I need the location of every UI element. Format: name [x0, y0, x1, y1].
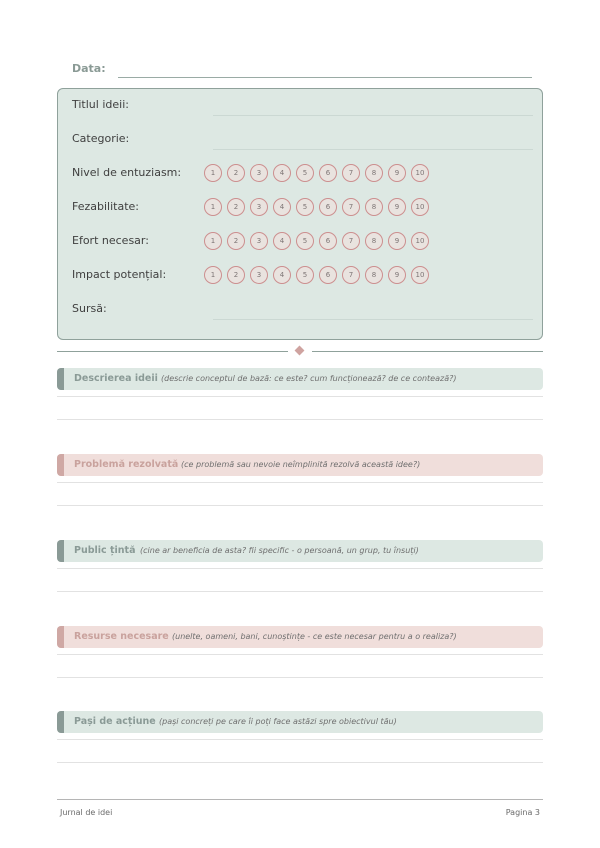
- rating-circle[interactable]: 10: [411, 164, 429, 182]
- writing-line[interactable]: [57, 591, 543, 592]
- writing-line[interactable]: [57, 654, 543, 655]
- rating-circle[interactable]: 5: [296, 198, 314, 216]
- source-label: Sursă:: [72, 302, 107, 315]
- divider-line-left: [57, 351, 288, 352]
- date-input-line[interactable]: [118, 77, 532, 78]
- section-header-action-steps: [57, 711, 543, 733]
- rating-circle[interactable]: 2: [227, 266, 245, 284]
- section-hint: (descrie conceptul de bază: ce este? cum funcționează? de ce contează?): [161, 374, 457, 383]
- effort-label: Efort necesar:: [72, 234, 149, 247]
- rating-circle[interactable]: 2: [227, 198, 245, 216]
- section-hint: (pași concreți pe care îi poți face astăzi spre obiectivul tău): [159, 717, 397, 726]
- rating-circle[interactable]: 2: [227, 232, 245, 250]
- rating-circle[interactable]: 1: [204, 198, 222, 216]
- rating-circle[interactable]: 9: [388, 232, 406, 250]
- feasibility-label: Fezabilitate:: [72, 200, 139, 213]
- section-header-audience: [57, 540, 543, 562]
- section-title: Pași de acțiune: [74, 716, 156, 727]
- category-label: Categorie:: [72, 132, 130, 145]
- rating-circle[interactable]: 6: [319, 164, 337, 182]
- section-title: Public țintă: [74, 545, 136, 556]
- rating-circle[interactable]: 9: [388, 198, 406, 216]
- writing-line[interactable]: [57, 677, 543, 678]
- section-header-description: [57, 368, 543, 390]
- section-title: Descrierea ideii: [74, 373, 158, 384]
- rating-circle[interactable]: 2: [227, 164, 245, 182]
- enthusiasm-label: Nivel de entuziasm:: [72, 166, 182, 179]
- rating-circle[interactable]: 4: [273, 164, 291, 182]
- rating-circle[interactable]: 9: [388, 266, 406, 284]
- section-hint: (cine ar beneficia de asta? fii specific - o persoană, un grup, tu însuți): [140, 546, 419, 555]
- rating-circle[interactable]: 1: [204, 266, 222, 284]
- category-input-line[interactable]: [213, 149, 533, 150]
- section-accent-bar: [57, 626, 64, 648]
- rating-circle[interactable]: 4: [273, 266, 291, 284]
- date-label: Data:: [72, 62, 106, 75]
- section-accent-bar: [57, 540, 64, 562]
- idea-title-input-line[interactable]: [213, 115, 533, 116]
- writing-line[interactable]: [57, 762, 543, 763]
- writing-line[interactable]: [57, 505, 543, 506]
- impact-rating: [204, 266, 429, 284]
- rating-circle[interactable]: 3: [250, 164, 268, 182]
- idea-title-label: Titlul ideii:: [72, 98, 129, 111]
- rating-circle[interactable]: 8: [365, 266, 383, 284]
- rating-circle[interactable]: 7: [342, 232, 360, 250]
- section-hint: (unelte, oameni, bani, cunoștințe - ce este necesar pentru a o realiza?): [172, 632, 457, 641]
- section-title: Problemă rezolvată: [74, 459, 179, 470]
- section-header-resources: [57, 626, 543, 648]
- rating-circle[interactable]: 7: [342, 198, 360, 216]
- source-input-line[interactable]: [213, 319, 533, 320]
- rating-circle[interactable]: 6: [319, 198, 337, 216]
- footer-divider: [57, 799, 543, 800]
- idea-card: [57, 88, 543, 340]
- section-title: Resurse necesare: [74, 631, 169, 642]
- enthusiasm-rating: [204, 164, 429, 182]
- page-number: Pagina 3: [505, 808, 540, 817]
- rating-circle[interactable]: 8: [365, 232, 383, 250]
- rating-circle[interactable]: 5: [296, 164, 314, 182]
- rating-circle[interactable]: 3: [250, 266, 268, 284]
- section-accent-bar: [57, 368, 64, 390]
- rating-circle[interactable]: 10: [411, 266, 429, 284]
- section-hint: (ce problemă sau nevoie neîmplinită rezolvă această idee?): [181, 460, 421, 469]
- rating-circle[interactable]: 1: [204, 232, 222, 250]
- rating-circle[interactable]: 5: [296, 232, 314, 250]
- rating-circle[interactable]: 6: [319, 266, 337, 284]
- rating-circle[interactable]: 1: [204, 164, 222, 182]
- writing-line[interactable]: [57, 396, 543, 397]
- section-header-problem: [57, 454, 543, 476]
- writing-line[interactable]: [57, 568, 543, 569]
- rating-circle[interactable]: 3: [250, 198, 268, 216]
- writing-line[interactable]: [57, 419, 543, 420]
- rating-circle[interactable]: 7: [342, 266, 360, 284]
- effort-rating: [204, 232, 429, 250]
- section-accent-bar: [57, 711, 64, 733]
- feasibility-rating: [204, 198, 429, 216]
- rating-circle[interactable]: 6: [319, 232, 337, 250]
- date-row: [72, 62, 532, 80]
- rating-circle[interactable]: 9: [388, 164, 406, 182]
- rating-circle[interactable]: 5: [296, 266, 314, 284]
- writing-line[interactable]: [57, 739, 543, 740]
- rating-circle[interactable]: 7: [342, 164, 360, 182]
- rating-circle[interactable]: 10: [411, 232, 429, 250]
- rating-circle[interactable]: 8: [365, 198, 383, 216]
- impact-label: Impact potențial:: [72, 268, 167, 281]
- rating-circle[interactable]: 8: [365, 164, 383, 182]
- rating-circle[interactable]: 4: [273, 198, 291, 216]
- diamond-ornament-icon: [295, 346, 305, 356]
- rating-circle[interactable]: 10: [411, 198, 429, 216]
- rating-circle[interactable]: 4: [273, 232, 291, 250]
- footer-journal-title: Jurnal de idei: [60, 808, 113, 817]
- divider-line-right: [312, 351, 543, 352]
- writing-line[interactable]: [57, 482, 543, 483]
- section-accent-bar: [57, 454, 64, 476]
- rating-circle[interactable]: 3: [250, 232, 268, 250]
